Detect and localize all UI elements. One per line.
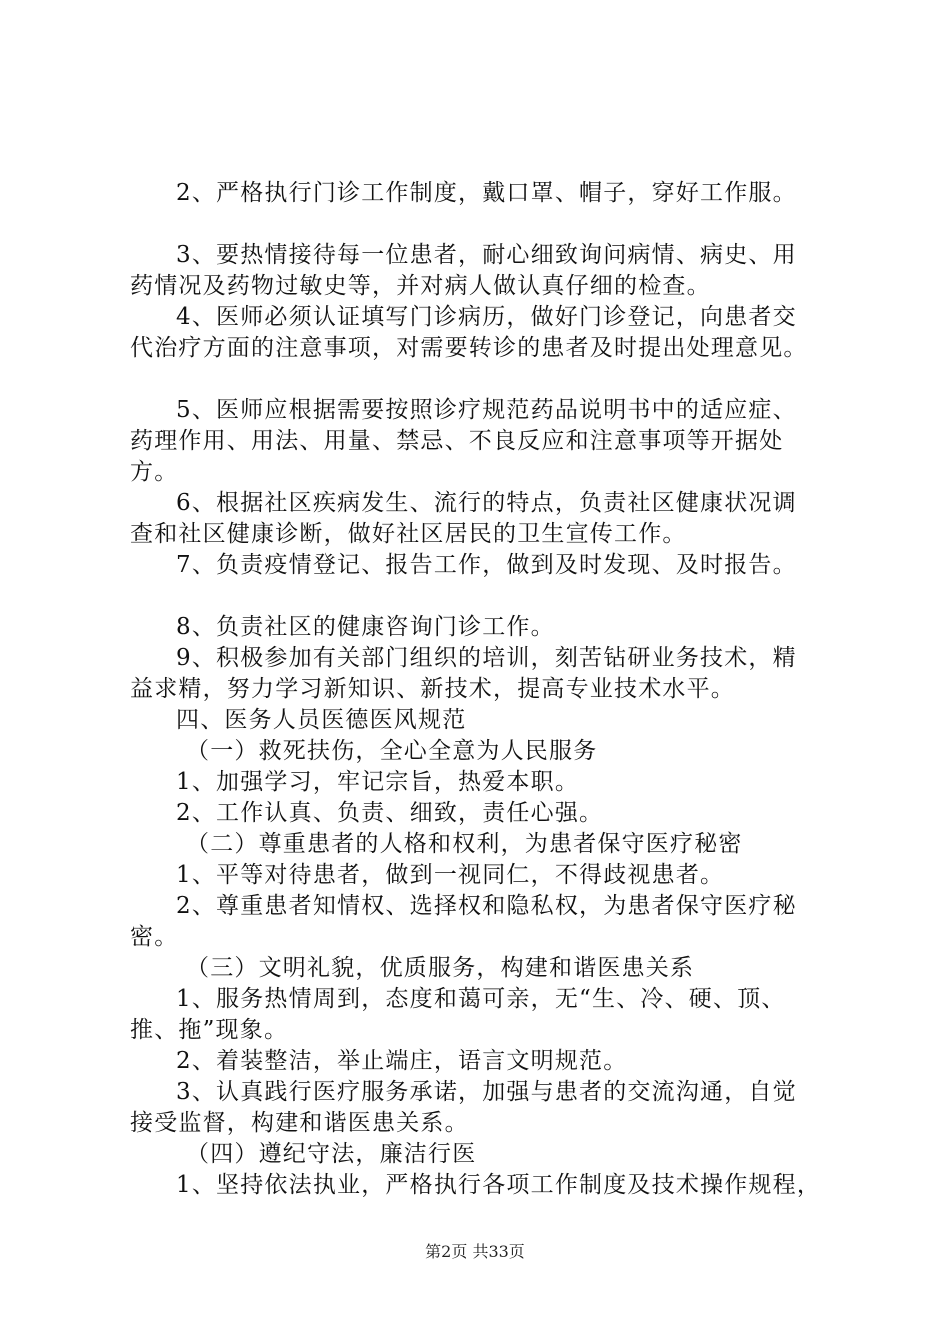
paragraph-line: 益求精，努力学习新知识、新技术，提高专业技术水平。 xyxy=(130,676,735,702)
paragraph-line: 1、坚持依法执业，严格执行各项工作制度及技术操作规程， xyxy=(176,1172,822,1198)
paragraph-line: 8、负责社区的健康咨询门诊工作。 xyxy=(176,614,555,640)
paragraph-line: 1、服务热情周到，态度和蔼可亲，无“生、冷、硬、顶、 xyxy=(176,986,786,1012)
paragraph-line: 2、尊重患者知情权、选择权和隐私权，为患者保守医疗秘 xyxy=(176,893,797,919)
paragraph-line: 2、着装整洁，举止端庄，语言文明规范。 xyxy=(176,1048,628,1074)
paragraph-line: 密。 xyxy=(130,924,179,950)
paragraph-line: 接受监督，构建和谐医患关系。 xyxy=(130,1110,469,1136)
paragraph-line: 1、平等对待患者，做到一视同仁，不得歧视患者。 xyxy=(176,862,725,888)
paragraph-line: 2、严格执行门诊工作制度，戴口罩、帽子，穿好工作服。 xyxy=(176,180,797,206)
paragraph-line: 5、医师应根据需要按照诊疗规范药品说明书中的适应症、 xyxy=(176,397,797,423)
paragraph-line: 3、要热情接待每一位患者，耐心细致询问病情、病史、用 xyxy=(176,242,797,268)
paragraph-line: 1、加强学习，牢记宗旨，热爱本职。 xyxy=(176,769,580,795)
paragraph-line: 9、积极参加有关部门组织的培训，刻苦钻研业务技术，精 xyxy=(176,645,797,671)
page-footer: 第2页 共33页 xyxy=(425,1242,525,1261)
paragraph-line: 代治疗方面的注意事项，对需要转诊的患者及时提出处理意见。 xyxy=(130,335,808,361)
paragraph-line: 方。 xyxy=(130,459,179,485)
paragraph-line: 4、医师必须认证填写门诊病历，做好门诊登记，向患者交 xyxy=(176,304,797,330)
paragraph-line: 6、根据社区疾病发生、流行的特点，负责社区健康状况调 xyxy=(176,490,797,516)
subsection-heading: （三）文明礼貌，优质服务，构建和谐医患关系 xyxy=(186,955,695,981)
paragraph-line: 药理作用、用法、用量、禁忌、不良反应和注意事项等开据处 xyxy=(130,428,784,454)
subsection-heading: （二）尊重患者的人格和权利，为患者保守医疗秘密 xyxy=(186,831,743,857)
subsection-heading: （一）救死扶伤，全心全意为人民服务 xyxy=(186,738,598,764)
paragraph-line: 3、认真践行医疗服务承诺，加强与患者的交流沟通，自觉 xyxy=(176,1079,797,1105)
section-heading: 四、医务人员医德医风规范 xyxy=(176,707,467,733)
paragraph-line: 查和社区健康诊断，做好社区居民的卫生宣传工作。 xyxy=(130,521,687,547)
paragraph-line: 推、拖”现象。 xyxy=(130,1017,289,1043)
subsection-heading: （四）遵纪守法，廉洁行医 xyxy=(186,1141,477,1167)
paragraph-line: 药情况及药物过敏史等，并对病人做认真仔细的检查。 xyxy=(130,273,711,299)
paragraph-line: 2、工作认真、负责、细致，责任心强。 xyxy=(176,800,604,826)
paragraph-line: 7、负责疫情登记、报告工作，做到及时发现、及时报告。 xyxy=(176,552,797,578)
